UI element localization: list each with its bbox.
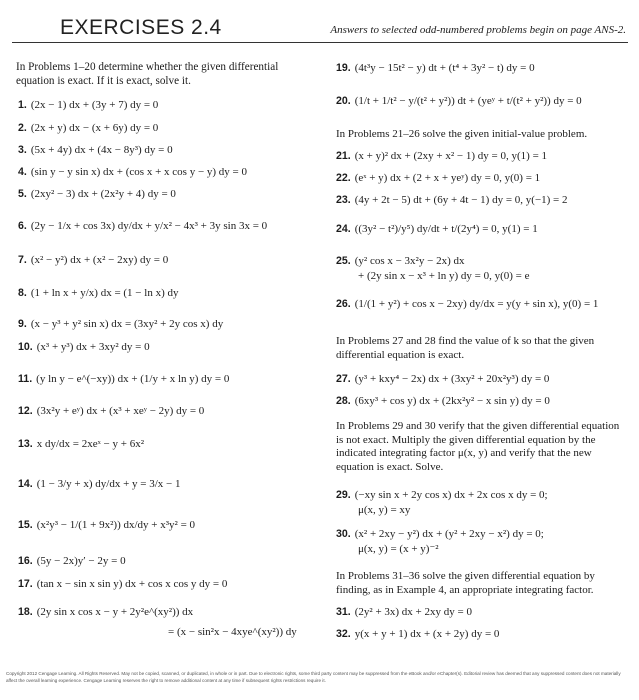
problem-16: 16. (5y − 2x)y′ − 2y = 0 <box>18 555 126 567</box>
problem-5: 5. (2xy² − 3) dx + (2x²y + 4) dy = 0 <box>18 188 176 200</box>
problem-13: 13. x dy/dx = 2xeˣ − y + 6x² <box>18 438 145 450</box>
problem-32: 32. y(x + y + 1) dx + (x + 2y) dy = 0 <box>336 628 500 640</box>
problem-30: 30. (x² + 2xy − y²) dx + (y² + 2xy − x²) dy = 0; μ(x, y) = (x + y)⁻² <box>336 528 544 555</box>
problem-7: 7. (x² − y²) dx + (x² − 2xy) dy = 0 <box>18 254 169 266</box>
problem-8: 8. (1 + ln x + y/x) dx = (1 − ln x) dy <box>18 287 179 299</box>
problem-29: 29. (−xy sin x + 2y cos x) dx + 2x cos x dy = 0; μ(x, y) = xy <box>336 489 548 516</box>
problem-10: 10. (x³ + y³) dx + 3xy² dy = 0 <box>18 341 150 353</box>
problem-4: 4. (sin y − y sin x) dx + (cos x + x cos y − y) dy = 0 <box>18 166 248 178</box>
problem-20: 20. (1/t + 1/t² − y/(t² + y²)) dt + (yeʸ + t/(t² + y²)) dy = 0 <box>336 95 582 107</box>
instructions-31-36: In Problems 31–36 solve the given differential equation by finding, as in Example 4, an appropriate integrating factor. <box>336 570 595 596</box>
problem-1: 1. (2x − 1) dx + (3y + 7) dy = 0 <box>18 99 159 111</box>
problem-25: 25. (y² cos x − 3x²y − 2x) dx + (2y sin x − x³ + ln y) dy = 0, y(0) = e <box>336 255 530 282</box>
problem-17: 17. (tan x − sin x sin y) dx + cos x cos y dy = 0 <box>18 578 228 590</box>
problem-15: 15. (x²y³ − 1/(1 + 9x²)) dx/dy + x³y² = 0 <box>18 519 196 531</box>
problem-6: 6. (2y − 1/x + cos 3x) dy/dx + y/x² − 4x³ + 3y sin 3x = 0 <box>18 220 268 232</box>
exercise-header <box>12 16 628 43</box>
problem-21: 21. (x + y)² dx + (2xy + x² − 1) dy = 0, y(1) = 1 <box>336 150 548 162</box>
problem-26: 26. (1/(1 + y²) + cos x − 2xy) dy/dx = y(y + sin x), y(0) = 1 <box>336 298 599 310</box>
problem-28: 28. (6xy³ + cos y) dx + (2kx²y² − x sin y) dy = 0 <box>336 395 550 407</box>
instructions-27-28: In Problems 27 and 28 find the value of k so that the given differential equation is exact. <box>336 335 595 361</box>
problem-12: 12. (3x²y + eʸ) dx + (x³ + xeʸ − 2y) dy = 0 <box>18 405 205 417</box>
problem-27: 27. (y³ + kxy⁴ − 2x) dx + (3xy² + 20x²y³) dy = 0 <box>336 373 550 385</box>
answers-note: Answers to selected odd-numbered problems begin on page ANS-2. <box>330 24 626 36</box>
section-title: EXERCISES 2.4 <box>60 16 222 39</box>
problem-19: 19. (4t³y − 15t² − y) dt + (t⁴ + 3y² − t) dy = 0 <box>336 62 535 74</box>
problem-14: 14. (1 − 3/y + x) dy/dx + y = 3/x − 1 <box>18 478 181 490</box>
problem-9: 9. (x − y³ + y² sin x) dx = (3xy² + 2y cos x) dy <box>18 318 224 330</box>
instructions-21-26: In Problems 21–26 solve the given initial-value problem. <box>336 128 588 140</box>
problem-3: 3. (5x + 4y) dx + (4x − 8y³) dy = 0 <box>18 144 173 156</box>
instructions-29-30: In Problems 29 and 30 verify that the given differential equation is not exact. Multiply the given differential equation by the indicated integrating factor μ(x, y) and verify that the new equation is exact. Solve. <box>336 420 620 473</box>
copyright-footer: Copyright 2012 Cengage Learning. All Rights Reserved. May not be copied, scanned, or duplicated, in whole or in part. Due to electronic rights, some third party content may be suppressed from the eBook and/or eChapter(s). Editorial review has deemed that any suppressed content does not materially affect the overall learning experience. Cengage Learning reserves the right to remove additional content at any time if subsequent rights restrictions require it. <box>6 671 621 683</box>
problem-23: 23. (4y + 2t − 5) dt + (6y + 4t − 1) dy = 0, y(−1) = 2 <box>336 194 568 206</box>
problem-2: 2. (2x + y) dx − (x + 6y) dy = 0 <box>18 122 159 134</box>
problem-18: 18. (2y sin x cos x − y + 2y²e^(xy²)) dx = (x − sin²x − 4xye^(xy²)) dy <box>18 606 297 638</box>
problem-22: 22. (eˣ + y) dx + (2 + x + yeʸ) dy = 0, y(0) = 1 <box>336 172 541 184</box>
problem-31: 31. (2y² + 3x) dx + 2xy dy = 0 <box>336 606 472 618</box>
problem-11: 11. (y ln y − e^(−xy)) dx + (1/y + x ln y) dy = 0 <box>18 373 230 385</box>
problem-24: 24. ((3y² − t²)/y⁵) dy/dt + t/(2y⁴) = 0, y(1) = 1 <box>336 223 538 235</box>
intro-text: In Problems 1–20 determine whether the given differential equation is exact. If it is exact, solve it. <box>16 61 279 87</box>
